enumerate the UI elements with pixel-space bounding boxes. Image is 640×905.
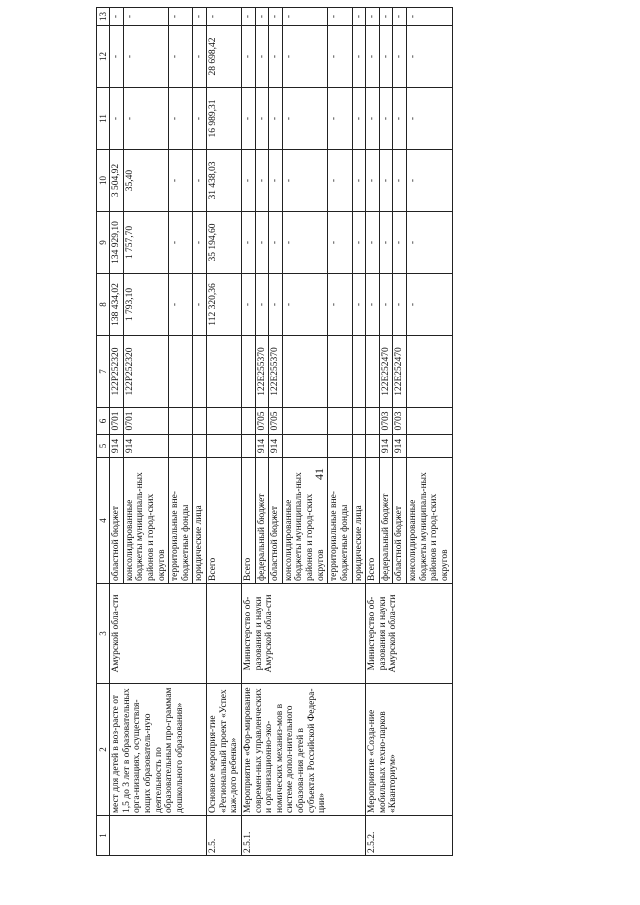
value-col10: - (193, 150, 207, 212)
value-col9: - (269, 212, 283, 274)
value-col11: - (123, 88, 169, 150)
value-col10: - (328, 150, 352, 212)
code-5 (282, 435, 328, 458)
value-col10: - (366, 150, 380, 212)
code-7 (366, 336, 380, 408)
funding-source: федеральный бюджет (255, 458, 269, 584)
code-6: 0703 (393, 408, 407, 435)
value-col12: - (269, 26, 283, 88)
value-col9: - (379, 212, 393, 274)
code-7 (207, 336, 242, 408)
value-col11: - (255, 88, 269, 150)
value-col8: - (193, 274, 207, 336)
table-row (241, 8, 255, 856)
code-6 (193, 408, 207, 435)
item-executor (207, 584, 242, 684)
value-col10: - (241, 150, 255, 212)
value-col11: - (393, 88, 407, 150)
funding-source: территориальные вне-бюджетные фонды (169, 458, 193, 584)
value-col12: - (352, 26, 366, 88)
value-col8: - (328, 274, 352, 336)
value-col12: - (193, 26, 207, 88)
col-header: 10 (97, 150, 110, 212)
value-col8: 138 434,02 (110, 274, 124, 336)
value-col11: - (407, 88, 453, 150)
value-col12: - (407, 26, 453, 88)
col-header: 4 (97, 458, 110, 584)
value-col10: - (407, 150, 453, 212)
code-6 (207, 408, 242, 435)
code-7: 122P252320 (110, 336, 124, 408)
item-number: 2.5.2. (366, 816, 452, 856)
code-7 (328, 336, 352, 408)
value-col13: - (328, 8, 352, 26)
value-col13: - (352, 8, 366, 26)
code-6 (407, 408, 453, 435)
rotated-table-wrapper (96, 12, 548, 856)
col-header: 6 (97, 408, 110, 435)
value-col8: - (393, 274, 407, 336)
value-col10: - (379, 150, 393, 212)
code-5: 914 (269, 435, 283, 458)
value-col10: - (255, 150, 269, 212)
table-row (366, 8, 380, 856)
value-col11: - (328, 88, 352, 150)
value-col9: 1 757,70 (123, 212, 169, 274)
item-name: Мероприятие «Фор-мирование современ-ных управленческих и организационно-эко-номических механиз-мов в системе допол-нительного образова-ния детей в субъектах Российской Федера-ции» (241, 684, 365, 816)
value-col11: - (379, 88, 393, 150)
value-col8: - (241, 274, 255, 336)
value-col8: - (352, 274, 366, 336)
value-col12: - (123, 26, 169, 88)
item-number: 2.5.1. (241, 816, 365, 856)
document-sheet (96, 12, 548, 856)
code-6 (352, 408, 366, 435)
funding-source: федеральный бюджет (379, 458, 393, 584)
page-number: 41 (312, 468, 326, 480)
value-col9: - (255, 212, 269, 274)
code-7: 122E255370 (255, 336, 269, 408)
value-col13: - (269, 8, 283, 26)
value-col12: - (110, 26, 124, 88)
value-col10: 3 504,92 (110, 150, 124, 212)
value-col11: 16 989,31 (207, 88, 242, 150)
col-header: 12 (97, 26, 110, 88)
code-6 (328, 408, 352, 435)
value-col9: - (282, 212, 328, 274)
value-col12: - (393, 26, 407, 88)
code-5: 914 (393, 435, 407, 458)
col-header: 5 (97, 435, 110, 458)
value-col13: - (207, 8, 242, 26)
code-7 (352, 336, 366, 408)
funding-source: территориальные вне-бюджетные фонды (328, 458, 352, 584)
code-5 (241, 435, 255, 458)
value-col13: - (282, 8, 328, 26)
value-col12: - (241, 26, 255, 88)
budget-table (96, 7, 453, 856)
col-header: 11 (97, 88, 110, 150)
code-7 (193, 336, 207, 408)
code-7 (241, 336, 255, 408)
col-header: 1 (97, 816, 110, 856)
value-col8: - (255, 274, 269, 336)
table-body (97, 8, 453, 856)
value-col10: - (269, 150, 283, 212)
code-6: 0705 (269, 408, 283, 435)
code-6: 0703 (379, 408, 393, 435)
value-col13: - (393, 8, 407, 26)
value-col9: - (193, 212, 207, 274)
value-col12: - (255, 26, 269, 88)
value-col11: - (241, 88, 255, 150)
value-col13: - (193, 8, 207, 26)
value-col12: - (379, 26, 393, 88)
value-col9: - (393, 212, 407, 274)
funding-source: юридические лица (193, 458, 207, 584)
value-col9: 35 194,60 (207, 212, 242, 274)
value-col9: - (328, 212, 352, 274)
item-number (110, 816, 207, 856)
funding-source: консолидированные бюджеты муниципаль-ных районов и город-ских округов (282, 458, 328, 584)
code-5 (366, 435, 380, 458)
value-col13: - (366, 8, 380, 26)
code-5: 914 (255, 435, 269, 458)
value-col9: - (366, 212, 380, 274)
code-7 (282, 336, 328, 408)
funding-source: Всего (241, 458, 255, 584)
value-col12: - (282, 26, 328, 88)
code-5 (207, 435, 242, 458)
value-col11: - (110, 88, 124, 150)
table-row (110, 8, 124, 856)
col-header: 13 (97, 8, 110, 26)
item-executor: Министерство об-разования и науки Амурской обла-сти (241, 584, 365, 684)
value-col10: - (169, 150, 193, 212)
col-header: 2 (97, 684, 110, 816)
code-6: 0701 (123, 408, 169, 435)
code-7: 122E252470 (379, 336, 393, 408)
value-col11: - (169, 88, 193, 150)
code-7: 122E252470 (393, 336, 407, 408)
value-col8: - (407, 274, 453, 336)
value-col13: - (110, 8, 124, 26)
code-5 (352, 435, 366, 458)
code-5 (193, 435, 207, 458)
item-number: 2.5. (207, 816, 242, 856)
code-5 (169, 435, 193, 458)
code-5 (407, 435, 453, 458)
value-col8: - (269, 274, 283, 336)
code-5 (328, 435, 352, 458)
value-col10: - (352, 150, 366, 212)
value-col11: - (352, 88, 366, 150)
table-row (207, 8, 242, 856)
value-col10: 31 438,03 (207, 150, 242, 212)
value-col10: - (393, 150, 407, 212)
value-col13: - (379, 8, 393, 26)
item-name: мест для детей в воз-раcте от 1,5 до 3 лет в образовательных орга-низациях, осуществля-ющих образователь-ную деятельность по образовательным про-граммам дошкольного образования» (110, 684, 207, 816)
value-col11: - (366, 88, 380, 150)
item-name: Основное мероприя-тие «Региональный проект «Успех каж-дого ребенка» (207, 684, 242, 816)
value-col8: - (282, 274, 328, 336)
funding-source: Всего (207, 458, 242, 584)
value-col11: - (282, 88, 328, 150)
col-header: 3 (97, 584, 110, 684)
col-header: 9 (97, 212, 110, 274)
value-col9: - (352, 212, 366, 274)
funding-source: консолидированные бюджеты муниципаль-ных районов и город-ских округов (407, 458, 453, 584)
value-col9: - (169, 212, 193, 274)
code-5: 914 (123, 435, 169, 458)
value-col11: - (269, 88, 283, 150)
value-col12: - (169, 26, 193, 88)
value-col13: - (169, 8, 193, 26)
value-col8: - (366, 274, 380, 336)
funding-source: юридические лица (352, 458, 366, 584)
value-col13: - (407, 8, 453, 26)
code-6 (169, 408, 193, 435)
value-col10: 35,40 (123, 150, 169, 212)
code-6 (282, 408, 328, 435)
column-number-row (97, 8, 110, 856)
code-7: 122E255370 (269, 336, 283, 408)
code-7 (169, 336, 193, 408)
value-col12: - (328, 26, 352, 88)
funding-source: областной бюджет (110, 458, 124, 584)
value-col9: - (407, 212, 453, 274)
item-executor: Амурской обла-сти (110, 584, 207, 684)
item-name: Мероприятие «Созда-ние мобильных техно-парков «Кванториум» (366, 684, 452, 816)
value-col8: - (379, 274, 393, 336)
value-col13: - (255, 8, 269, 26)
funding-source: консолидированные бюджеты муниципаль-ных районов и город-ских округов (123, 458, 169, 584)
col-header: 8 (97, 274, 110, 336)
code-6: 0705 (255, 408, 269, 435)
value-col8: 1 793,10 (123, 274, 169, 336)
value-col9: 134 929,10 (110, 212, 124, 274)
value-col13: - (123, 8, 169, 26)
funding-source: областной бюджет (393, 458, 407, 584)
code-5: 914 (379, 435, 393, 458)
funding-source: Всего (366, 458, 380, 584)
code-6 (366, 408, 380, 435)
value-col11: - (193, 88, 207, 150)
col-header: 7 (97, 336, 110, 408)
item-executor: Министерство об-разования и науки Амурской обла-сти (366, 584, 452, 684)
funding-source: областной бюджет (269, 458, 283, 584)
value-col12: 28 698,42 (207, 26, 242, 88)
value-col8: 112 320,36 (207, 274, 242, 336)
code-6 (241, 408, 255, 435)
code-7 (407, 336, 453, 408)
value-col12: - (366, 26, 380, 88)
code-5: 914 (110, 435, 124, 458)
code-6: 0701 (110, 408, 124, 435)
code-7: 122P252320 (123, 336, 169, 408)
value-col8: - (169, 274, 193, 336)
value-col13: - (241, 8, 255, 26)
value-col9: - (241, 212, 255, 274)
value-col10: - (282, 150, 328, 212)
